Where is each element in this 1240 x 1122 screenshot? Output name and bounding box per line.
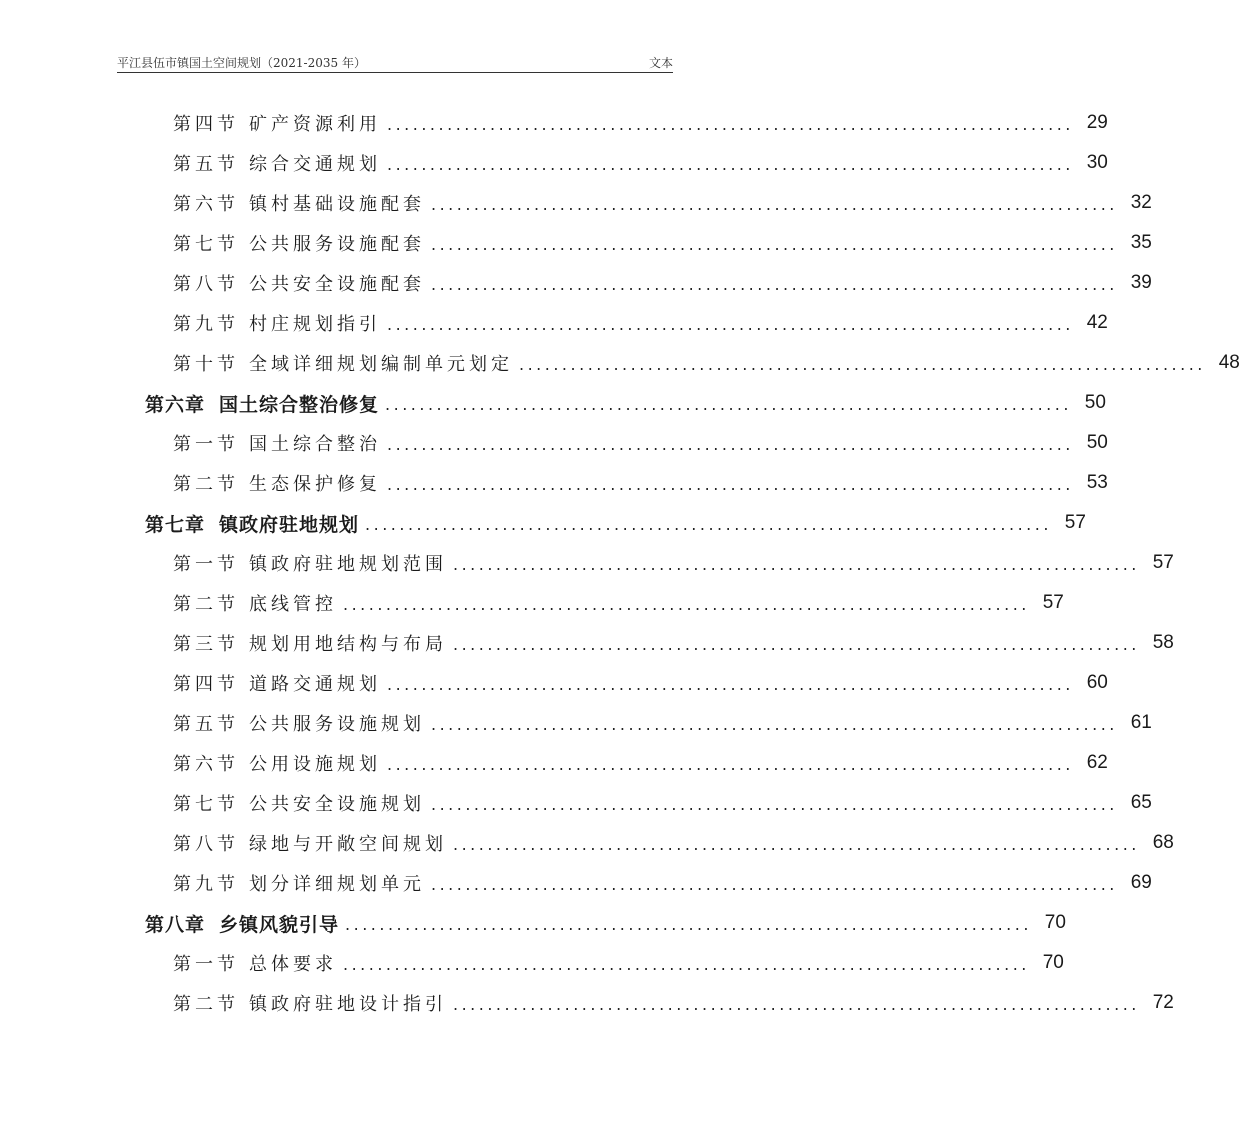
toc-section-row[interactable] [0, 343, 1240, 383]
toc-section-row[interactable] [0, 663, 1108, 703]
section-number: 第四节 [173, 674, 239, 695]
section-title: 生态保护修复 [249, 474, 381, 495]
section-number: 第四节 [173, 114, 239, 135]
section-number: 第二节 [173, 474, 239, 495]
section-number: 第三节 [173, 634, 239, 655]
dot-leader: ................................................................................ [387, 435, 1074, 454]
toc-entry-label [173, 110, 381, 136]
page-number: 30 [1086, 152, 1108, 173]
toc-section-row[interactable] [0, 863, 1152, 903]
dot-leader: ................................................................................ [343, 595, 1030, 614]
toc-section-row[interactable] [0, 223, 1152, 263]
page-number: 70 [1042, 952, 1064, 973]
section-title: 公共安全设施规划 [249, 794, 425, 815]
toc-entry [173, 950, 1064, 976]
toc-entry [145, 910, 1066, 937]
dot-leader: ................................................................................ [431, 275, 1118, 294]
toc-entry-label [173, 830, 447, 856]
toc-entry-label [173, 270, 425, 296]
page-number: 39 [1130, 272, 1152, 293]
section-number: 第八节 [173, 274, 239, 295]
page-number: 48 [1218, 352, 1240, 373]
toc-section-row[interactable] [0, 983, 1174, 1023]
toc-entry [173, 310, 1108, 336]
dot-leader: ................................................................................ [387, 755, 1074, 774]
toc-entry-label [173, 230, 425, 256]
dot-leader: ................................................................................ [431, 235, 1118, 254]
document-title: 平江县伍市镇国土空间规划（2021-2035 年） [117, 56, 366, 70]
dot-leader: ................................................................................ [387, 675, 1074, 694]
toc-section-row[interactable] [0, 103, 1108, 143]
section-title: 全域详细规划编制单元划定 [249, 354, 513, 375]
toc-entry [173, 670, 1108, 696]
toc-entry [145, 390, 1106, 417]
page-number: 60 [1086, 672, 1108, 693]
toc-section-row[interactable] [0, 943, 1064, 983]
toc-entry [173, 550, 1174, 576]
dot-leader: ................................................................................ [519, 355, 1206, 374]
section-number: 第二节 [173, 994, 239, 1015]
toc-section-row[interactable] [0, 143, 1108, 183]
toc-entry-label [173, 430, 381, 456]
toc-entry-label [173, 670, 381, 696]
dot-leader: ................................................................................ [431, 715, 1118, 734]
toc-entry [173, 270, 1152, 296]
chapter-title: 镇政府驻地规划 [219, 513, 360, 536]
section-number: 第七节 [173, 794, 239, 815]
toc-section-row[interactable] [0, 463, 1108, 503]
dot-leader: ................................................................................ [453, 555, 1140, 574]
toc-entry-label [145, 910, 339, 937]
section-title: 规划用地结构与布局 [249, 634, 447, 655]
toc-section-row[interactable] [0, 183, 1152, 223]
page-number: 53 [1086, 472, 1108, 493]
section-number: 第二节 [173, 594, 239, 615]
section-title: 公共服务设施配套 [249, 234, 425, 255]
section-title: 底线管控 [249, 594, 337, 615]
toc-entry [173, 590, 1064, 616]
toc-chapter-row[interactable] [0, 903, 1066, 943]
running-header [117, 46, 673, 73]
toc-chapter-row[interactable] [0, 503, 1086, 543]
page-number: 57 [1152, 552, 1174, 573]
toc-entry [173, 150, 1108, 176]
dot-leader: ................................................................................ [431, 795, 1118, 814]
toc-entry-label [173, 310, 381, 336]
toc-entry-label [173, 630, 447, 656]
section-title: 镇政府驻地规划范围 [249, 554, 447, 575]
section-title: 矿产资源利用 [249, 114, 381, 135]
dot-leader: ................................................................................ [431, 195, 1118, 214]
toc-entry [173, 790, 1152, 816]
toc-entry-label [173, 710, 425, 736]
section-number: 第一节 [173, 554, 239, 575]
chapter-title: 乡镇风貌引导 [219, 913, 340, 936]
page-number: 62 [1086, 752, 1108, 773]
toc-entry-label [173, 150, 381, 176]
toc-section-row[interactable] [0, 703, 1152, 743]
page-number: 65 [1130, 792, 1152, 813]
page-number: 68 [1152, 832, 1174, 853]
dot-leader: ................................................................................ [453, 835, 1140, 854]
page-number: 70 [1044, 912, 1066, 933]
page-number: 61 [1130, 712, 1152, 733]
dot-leader: ................................................................................ [431, 875, 1118, 894]
page-number: 29 [1086, 112, 1108, 133]
toc-entry [173, 990, 1174, 1016]
section-title: 国土综合整治 [249, 434, 381, 455]
dot-leader: ................................................................................ [387, 155, 1074, 174]
toc-entry-label [145, 510, 359, 537]
page-number: 57 [1064, 512, 1086, 533]
toc-entry-label [173, 590, 337, 616]
toc-entry [173, 830, 1174, 856]
section-title: 绿地与开敞空间规划 [249, 834, 447, 855]
page-number: 69 [1130, 872, 1152, 893]
dot-leader: ................................................................................ [343, 955, 1030, 974]
page-number: 57 [1042, 592, 1064, 613]
toc-section-row[interactable] [0, 623, 1174, 663]
toc-entry-label [173, 470, 381, 496]
toc-entry-label [173, 990, 447, 1016]
toc-entry-label [173, 870, 425, 896]
section-number: 第五节 [173, 154, 239, 175]
section-number: 第七节 [173, 234, 239, 255]
section-title: 公共安全设施配套 [249, 274, 425, 295]
toc-entry-label [173, 950, 337, 976]
toc-entry-label [173, 550, 447, 576]
page-number: 58 [1152, 632, 1174, 653]
toc-entry [173, 110, 1108, 136]
dot-leader: ................................................................................ [365, 515, 1052, 534]
toc-entry [145, 510, 1086, 537]
dot-leader: ................................................................................ [453, 995, 1140, 1014]
section-title: 公共服务设施规划 [249, 714, 425, 735]
toc-entry [173, 230, 1152, 256]
section-title: 道路交通规划 [249, 674, 381, 695]
toc-section-row[interactable] [0, 303, 1108, 343]
section-number: 第六节 [173, 194, 239, 215]
page-number: 32 [1130, 192, 1152, 213]
section-title: 公用设施规划 [249, 754, 381, 775]
page-number: 50 [1086, 432, 1108, 453]
toc-section-row[interactable] [0, 823, 1174, 863]
toc-entry [173, 750, 1108, 776]
toc-entry [173, 630, 1174, 656]
chapter-number: 第六章 [145, 393, 206, 416]
toc-section-row[interactable] [0, 783, 1152, 823]
chapter-title: 国土综合整治修复 [219, 393, 380, 416]
document-type-label: 文本 [648, 56, 673, 70]
dot-leader: ................................................................................ [387, 475, 1074, 494]
chapter-number: 第七章 [145, 513, 206, 536]
section-number: 第九节 [173, 314, 239, 335]
page-number: 35 [1130, 232, 1152, 253]
toc-section-row[interactable] [0, 743, 1108, 783]
section-title: 划分详细规划单元 [249, 874, 425, 895]
section-title: 镇政府驻地设计指引 [249, 994, 447, 1015]
toc-entry-label [173, 790, 425, 816]
toc-entry [173, 350, 1240, 376]
toc-section-row[interactable] [0, 263, 1152, 303]
toc-entry [173, 190, 1152, 216]
dot-leader: ................................................................................ [387, 315, 1074, 334]
section-number: 第八节 [173, 834, 239, 855]
section-title: 总体要求 [249, 954, 337, 975]
page-number: 42 [1086, 312, 1108, 333]
section-number: 第十节 [173, 354, 239, 375]
dot-leader: ................................................................................ [345, 915, 1032, 934]
toc-section-row[interactable] [0, 543, 1174, 583]
toc-section-row[interactable] [0, 423, 1108, 463]
toc-section-row[interactable] [0, 583, 1064, 623]
toc-entry-label [145, 390, 379, 417]
toc-entry [173, 470, 1108, 496]
section-title: 村庄规划指引 [249, 314, 381, 335]
section-title: 镇村基础设施配套 [249, 194, 425, 215]
section-number: 第五节 [173, 714, 239, 735]
section-number: 第六节 [173, 754, 239, 775]
dot-leader: ................................................................................ [453, 635, 1140, 654]
toc-chapter-row[interactable] [0, 383, 1106, 423]
section-number: 第九节 [173, 874, 239, 895]
dot-leader: ................................................................................ [385, 395, 1072, 414]
toc-entry [173, 870, 1152, 896]
toc-entry-label [173, 750, 381, 776]
toc-entry [173, 430, 1108, 456]
section-number: 第一节 [173, 954, 239, 975]
toc-entry [173, 710, 1152, 736]
dot-leader: ................................................................................ [387, 115, 1074, 134]
page-number: 50 [1084, 392, 1106, 413]
chapter-number: 第八章 [145, 913, 206, 936]
toc-entry-label [173, 350, 513, 376]
section-title: 综合交通规划 [249, 154, 381, 175]
section-number: 第一节 [173, 434, 239, 455]
page-number: 72 [1152, 992, 1174, 1013]
toc-entry-label [173, 190, 425, 216]
